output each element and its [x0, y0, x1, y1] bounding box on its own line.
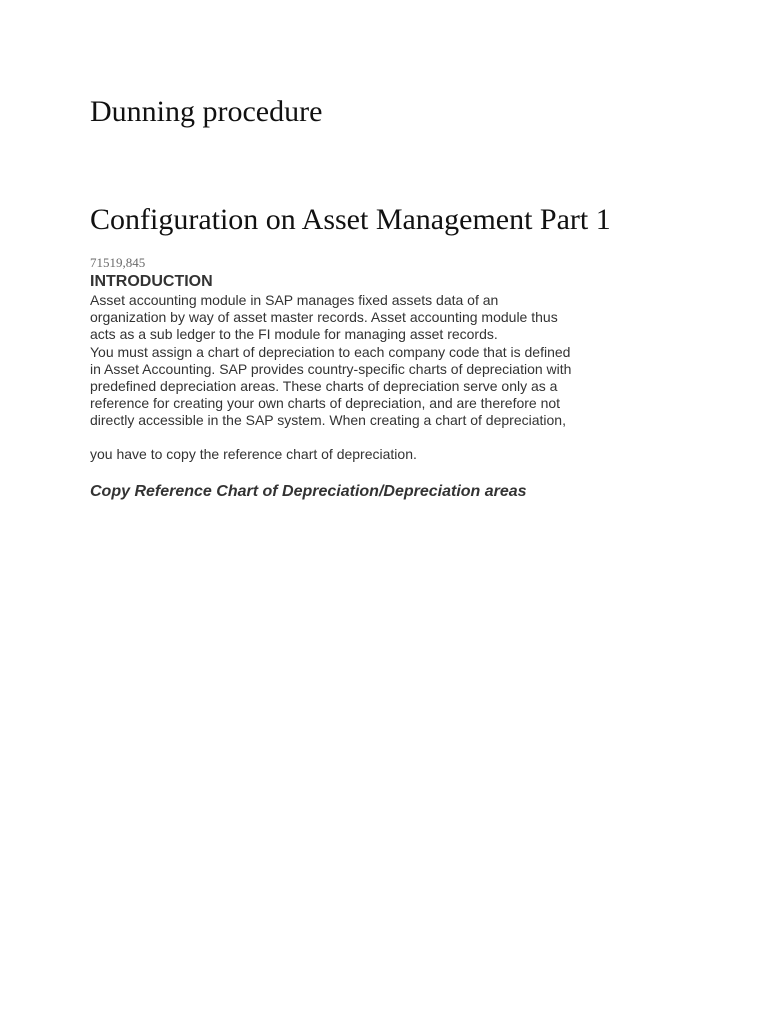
- paragraph-line: predefined depreciation areas. These charts of depreciation serve only as a: [90, 378, 558, 395]
- paragraph-line: reference for creating your own charts of depreciation, and are therefore not: [90, 395, 561, 412]
- paragraph-line: you have to copy the reference chart of depreciation.: [90, 446, 417, 462]
- article-code: 71519,845: [90, 255, 146, 270]
- paragraph-line: Asset accounting module in SAP manages fixed assets data of an: [90, 292, 499, 308]
- document-title: Dunning procedure: [90, 95, 323, 128]
- paragraph-line: You must assign a chart of depreciation to each company code that is defined: [90, 343, 571, 360]
- section-subheading: Copy Reference Chart of Depreciation/Depreciation areas: [90, 483, 527, 500]
- paragraph-line: in Asset Accounting. SAP provides country-specific charts of depreciation with: [90, 360, 572, 377]
- paragraph-line: directly accessible in the SAP system. When creating a chart of depreciation,: [90, 412, 566, 429]
- paragraph-line: acts as a sub ledger to the FI module for managing asset records.: [90, 326, 498, 343]
- second-paragraph: [90, 446, 610, 463]
- introduction-heading: INTRODUCTION: [90, 273, 213, 290]
- introduction-paragraph: [90, 292, 610, 430]
- paragraph-line: organization by way of asset master records. Asset accounting module thus: [90, 309, 558, 326]
- article-title: Configuration on Asset Management Part 1: [90, 203, 611, 236]
